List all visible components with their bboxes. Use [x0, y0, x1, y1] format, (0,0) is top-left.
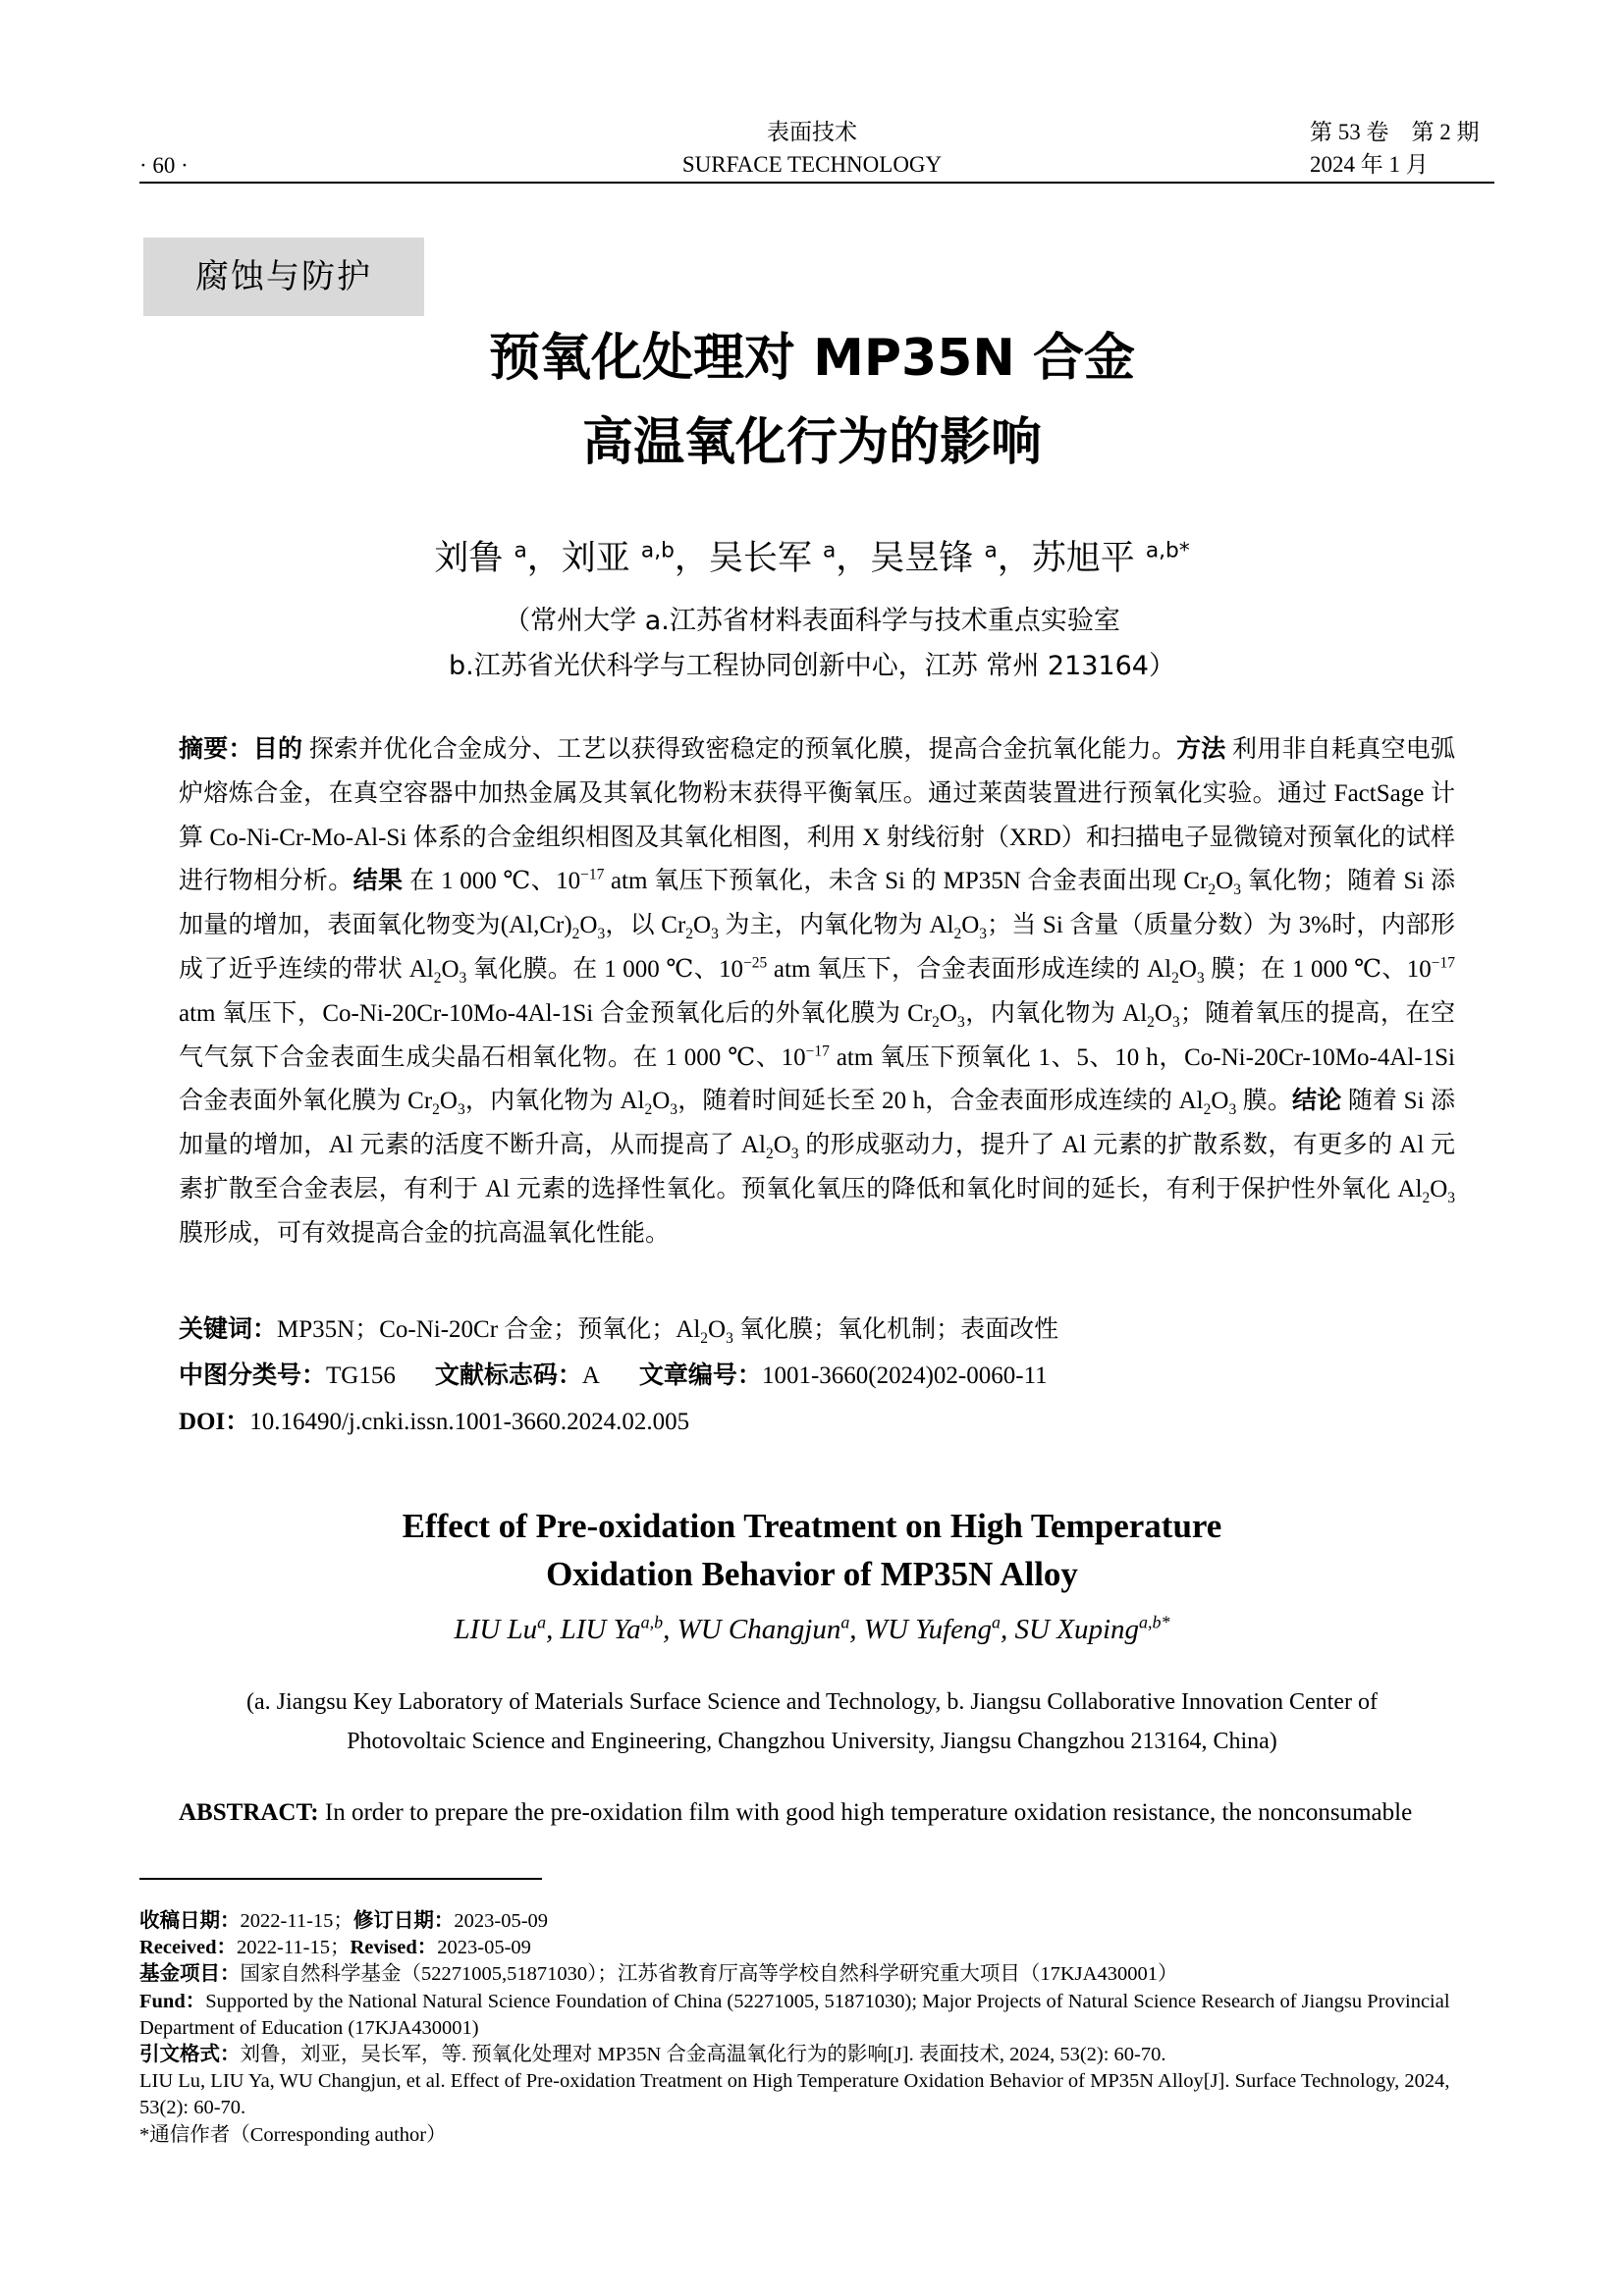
text-run: , SU Xuping [1001, 1614, 1139, 1645]
keywords-value [277, 1316, 1059, 1347]
superscript: a [537, 1612, 547, 1632]
affiliation-line: （常州大学 a.江苏省材料表面科学与技术重点实验室 [504, 606, 1120, 636]
text-run: 膜。 [1236, 1088, 1293, 1115]
text-run: , WU Yufeng [849, 1614, 993, 1645]
text-run: 刘鲁 [434, 539, 514, 578]
text-run: O [693, 912, 712, 939]
subscript: 3 [711, 926, 719, 943]
footnote-cite-en: LIU Lu, LIU Ya, WU Changjun, et al. Effect of Pre-oxidation Treatment on High Temperature Oxidation Behavior of MP35N Alloy[J]. Surface Technology, 2024, 53(2): 60-70. [139, 2070, 1450, 2119]
fund-en-label: Fund： [139, 1990, 206, 2012]
footnote-fund-cn [139, 1961, 1496, 1988]
text-run: , LIU Ya [546, 1614, 641, 1645]
text-run: O [439, 1088, 458, 1115]
subscript: 2 [953, 926, 962, 943]
journal-name-cn: 表面技术 [767, 120, 857, 144]
text-run: ，苏旭平 [997, 539, 1146, 578]
subscript: 3 [1233, 881, 1241, 899]
received-en-value: 2022-11-15； [237, 1937, 351, 1959]
superscript: −25 [743, 954, 768, 972]
subscript: 2 [685, 926, 694, 943]
subscript: 3 [956, 1013, 965, 1031]
text-run: atm 氧压下预氧化，未含 Si 的 MP35N 合金表面出现 Cr [604, 868, 1209, 895]
superscript: a [514, 538, 527, 563]
subscript: 2 [644, 1101, 653, 1119]
superscript: a [840, 1612, 850, 1632]
text-run: 膜；在 1 000 ℃、10 [1204, 955, 1432, 983]
text-run: 膜形成，可有效提高合金的抗高温氧化性能。 [179, 1219, 671, 1247]
doc-code-value: A [581, 1362, 600, 1389]
subscript: 3 [979, 926, 988, 943]
text-run: O [1211, 1088, 1229, 1115]
text-run: atm 氧压下，Co-Ni-20Cr-10Mo-4Al-1Si 合金预氧化后的外氧化膜为 Cr [179, 999, 933, 1027]
subscript: 2 [433, 969, 442, 987]
footnote-corresponding: *通信作者（Corresponding author） [139, 2123, 447, 2146]
revised-cn-label: 修订日期： [352, 1910, 455, 1932]
subscript: 3 [597, 926, 606, 943]
superscript: a [823, 538, 837, 563]
text-run: O [1178, 955, 1197, 983]
text-run: O [1430, 1175, 1448, 1202]
text-run: ；随着氧压的提高，在空气气氛下合金表面生成尖晶石相氧化物。在 1 000 ℃、10 [179, 999, 1455, 1071]
abstract-cn [179, 728, 1455, 1256]
subscript: 3 [457, 1101, 465, 1119]
subscript: 2 [700, 1330, 709, 1347]
text-run: 探索并优化合金成分、工艺以获得致密稳定的预氧化膜，提高合金抗氧化能力。 [302, 736, 1177, 763]
cite-cn-value: 刘鲁，刘亚，吴长军，等. 预氧化处理对 MP35N 合金高温氧化行为的影响[J]. 表面技术, 2024, 53(2): 60-70. [240, 2044, 1166, 2066]
received-cn-value: 2022-11-15； [240, 1910, 353, 1932]
bold-run: 结果 [352, 868, 404, 895]
text-run: O [1216, 868, 1234, 895]
text-run: 随着 Si 添加量的增加，Al 元素的活度不断升高，从而提高了 Al [179, 1088, 1455, 1159]
text-run: 在 1 000 ℃、10 [403, 868, 581, 895]
revised-en-label: Revised： [350, 1937, 438, 1959]
text-run: O [961, 912, 980, 939]
bold-run: 结论 [1292, 1088, 1342, 1115]
subscript: 3 [1196, 969, 1205, 987]
text-run: LIU Lu [454, 1614, 538, 1645]
keywords-line [179, 1315, 1455, 1345]
article-no-label: 文章编号： [638, 1362, 762, 1389]
text-run: ，内氧化物为 Al [464, 1088, 645, 1115]
text-run: O [773, 1132, 791, 1159]
received-en-label: Received： [139, 1937, 238, 1959]
subscript: 2 [932, 1013, 940, 1031]
subscript: 3 [1447, 1189, 1455, 1206]
text-run: ，吴长军 [674, 539, 823, 578]
authors-cn [0, 534, 1624, 583]
affiliation-line: Photovoltaic Science and Engineering, Changzhou University, Jiangsu Changzhou 213164, China) [347, 1729, 1277, 1754]
issue-date: 2024 年 1 月 [1310, 152, 1429, 177]
abstract-body [179, 736, 1455, 1247]
superscript: a [984, 538, 998, 563]
revised-en-value: 2023-05-09 [437, 1937, 531, 1959]
abstract-en [179, 1797, 1455, 1829]
text-run: ，以 Cr [605, 912, 686, 939]
subscript: 3 [790, 1146, 799, 1163]
classification-line [179, 1362, 1455, 1391]
subscript: 2 [1203, 1101, 1212, 1119]
text-run: ，刘亚 [526, 539, 641, 578]
text-run: O [652, 1088, 671, 1115]
fund-cn-label: 基金项目： [139, 1963, 241, 1986]
section-tag: 腐蚀与防护 [143, 238, 424, 316]
text-run: ，吴昱锋 [836, 539, 985, 578]
revised-cn-value: 2023-05-09 [454, 1910, 549, 1932]
text-run: ；当 Si 含量（质量分数）为 3%时，内部形成了近乎连续的带状 Al [179, 912, 1455, 983]
abstract-label: 摘要： [179, 736, 253, 763]
superscript: a,b [640, 538, 675, 563]
text-run: ，随着时间延长至 20 h，合金表面形成连续的 Al [677, 1088, 1204, 1115]
doi-value[interactable]: 10.16490/j.cnki.issn.1001-3660.2024.02.005 [249, 1409, 690, 1435]
superscript: a,b* [1139, 1612, 1170, 1632]
clc-label: 中图分类号： [179, 1362, 327, 1389]
title-cn [0, 316, 1624, 485]
footnote-fund-en [139, 1989, 1496, 2042]
text-run: 的形成驱动力，提升了 Al 元素的扩散系数，有更多的 Al 元素扩散至合金表层，有利于 Al 元素的选择性氧化。预氧化氧压的降低和氧化时间的延长，有利于保护性外氧化 Al [179, 1132, 1455, 1202]
doi-label: DOI： [179, 1409, 250, 1435]
affiliations-en [0, 1682, 1624, 1761]
superscript: −17 [805, 1042, 830, 1060]
superscript: a,b [640, 1612, 664, 1632]
received-cn-label: 收稿日期： [139, 1910, 241, 1932]
subscript: 2 [1147, 1013, 1155, 1031]
title-en [0, 1502, 1624, 1598]
footnotes [139, 1908, 1496, 2149]
subscript: 2 [571, 926, 580, 943]
title-cn-line: 预氧化处理对 MP35N 合金 [489, 329, 1135, 388]
authors-en [0, 1610, 1624, 1649]
affiliations-cn [0, 599, 1624, 689]
superscript: a [992, 1612, 1001, 1632]
doc-code-label: 文献标志码： [434, 1362, 582, 1389]
clc-value: TG156 [326, 1362, 396, 1389]
affiliation-line: b.江苏省光伏科学与工程协同创新中心，江苏 常州 213164） [449, 651, 1175, 681]
text-run: O [579, 912, 598, 939]
superscript: a,b* [1145, 538, 1190, 563]
header-rule [139, 182, 1494, 184]
subscript: 2 [1422, 1189, 1431, 1206]
superscript: −17 [580, 867, 605, 884]
text-run: ，内氧化物为 Al [964, 999, 1148, 1027]
fund-cn-value: 国家自然科学基金（52271005,51871030）；江苏省教育厅高等学校自然科学研究重大项目（17KJA430001） [240, 1963, 1178, 1986]
subscript: 2 [765, 1146, 774, 1163]
abstract-en-label: ABSTRACT: [179, 1799, 319, 1826]
subscript: 3 [1228, 1101, 1237, 1119]
footnote-cite-cn [139, 2042, 1496, 2068]
bold-run: 方法 [1176, 736, 1226, 763]
subscript: 2 [432, 1101, 440, 1119]
fund-en-value: Supported by the National Natural Science Foundation of China (52271005, 51871030); Major Projects of Natural Science Research of Jiangsu Provincial Department of Education (17KJA430001) [139, 1990, 1450, 2039]
text-run: O [708, 1316, 727, 1343]
text-run: atm 氧压下预氧化 1、5、10 h，Co-Ni-20Cr-10Mo-4Al-1Si 合金表面外氧化膜为 Cr [179, 1043, 1456, 1115]
text-run: 利用非自耗真空电弧炉熔炼合金，在真空容器中加热金属及其氧化物粉末获得平衡氧压。通过莱茵装置进行预氧化实验。通过 FactSage 计算 Co-Ni-Cr-Mo-Al-Si 体系的合金组织相图及其氧化相图，利用 X 射线衍射（XRD）和扫描电子显微镜对预氧化的试样进行物相分析。 [179, 736, 1455, 895]
footnote-received-en [139, 1935, 1496, 1961]
text-run: O [939, 999, 957, 1027]
title-en-line: Effect of Pre-oxidation Treatment on High Temperature [402, 1507, 1222, 1545]
text-run: O [1154, 999, 1172, 1027]
page-number: · 60 · [139, 153, 189, 178]
footnote-rule [139, 1878, 542, 1880]
affiliation-line: (a. Jiangsu Key Laboratory of Materials Surface Science and Technology, b. Jiangsu Collaborative Innovation Center of [246, 1689, 1378, 1715]
issue-info [1310, 118, 1480, 183]
article-no-value: 1001-3660(2024)02-0060-11 [761, 1362, 1048, 1389]
bold-run: 目的 [252, 736, 303, 763]
text-run: , WU Changjun [663, 1614, 841, 1645]
cite-cn-label: 引文格式： [139, 2044, 241, 2066]
superscript: −17 [1431, 954, 1455, 972]
volume-issue: 第 53 卷 第 2 期 [1310, 120, 1480, 144]
text-run: 氧化膜。在 1 000 ℃、10 [466, 955, 744, 983]
subscript: 3 [726, 1330, 733, 1347]
keywords-label: 关键词： [179, 1316, 278, 1343]
title-en-line: Oxidation Behavior of MP35N Alloy [546, 1555, 1078, 1593]
text-run: O [441, 955, 460, 983]
doi-line [179, 1408, 1455, 1437]
abstract-en-text: In order to prepare the pre-oxidation film with good high temperature oxidation resistance, the nonconsumable [318, 1799, 1413, 1826]
text-run: 为主，内氧化物为 Al [718, 912, 954, 939]
subscript: 3 [459, 969, 467, 987]
subscript: 2 [1208, 881, 1217, 899]
text-run: 氧化物；随着 Si 添加量的增加，表面氧化物变为(Al,Cr) [179, 868, 1455, 939]
subscript: 3 [670, 1101, 678, 1119]
text-run: MP35N；Co-Ni-20Cr 合金；预氧化；Al [277, 1316, 701, 1343]
title-cn-line: 高温氧化行为的影响 [581, 413, 1042, 472]
text-run: atm 氧压下，合金表面形成连续的 Al [767, 955, 1172, 983]
subscript: 3 [1171, 1013, 1180, 1031]
footnote-received-cn [139, 1908, 1496, 1935]
subscript: 2 [1171, 969, 1179, 987]
journal-name-en: SURFACE TECHNOLOGY [681, 152, 943, 177]
text-run: 氧化膜；氧化机制；表面改性 [732, 1316, 1059, 1343]
